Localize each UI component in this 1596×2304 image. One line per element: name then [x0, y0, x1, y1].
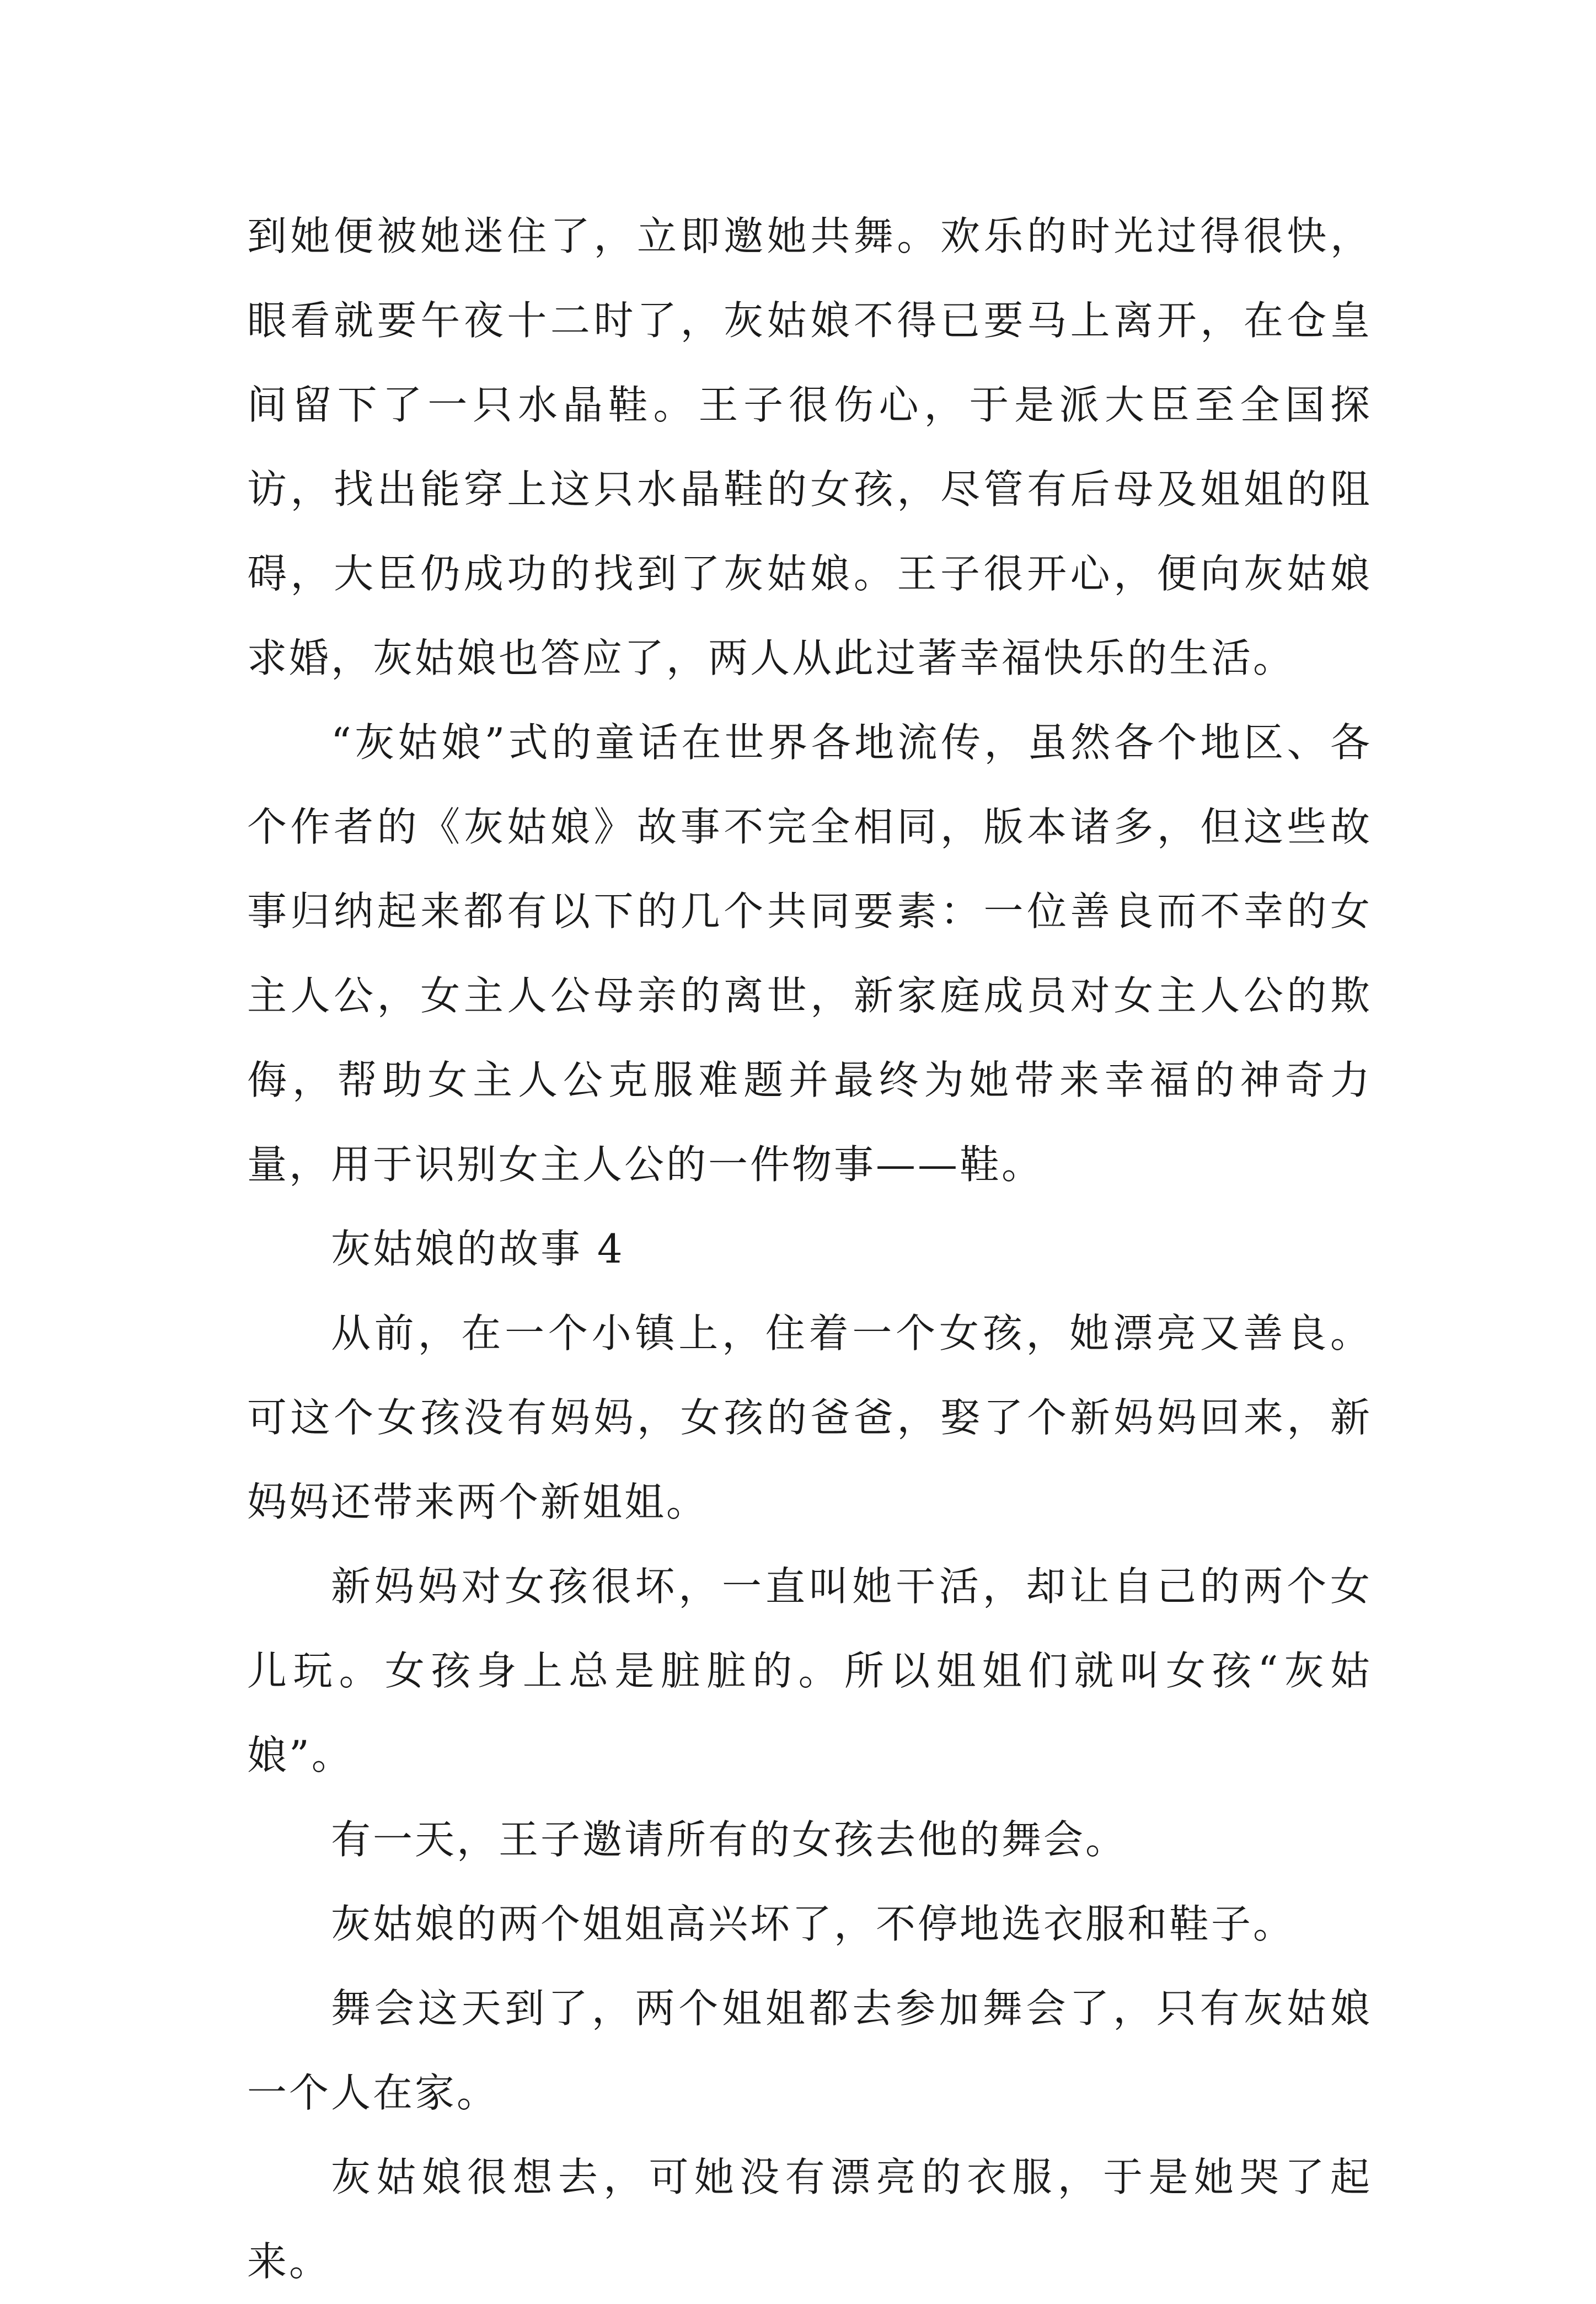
paragraph-sisters-preparing: 灰姑娘的两个姐姐高兴坏了，不停地选衣服和鞋子。 [331, 1901, 1295, 1947]
section-heading-story-4: 灰姑娘的故事 4 [331, 1226, 625, 1272]
paragraph-story-opening: 从前，在一个小镇上，住着一个女孩，她漂亮又善良。可这个女孩没有妈妈，女孩的爸爸，娶了个新妈妈回来，新妈妈还带来两个新姐姐。 [247, 1310, 1372, 1525]
paragraph-cinderella-elements: “灰姑娘”式的童话在世界各地流传，虽然各个地区、各个作者的《灰姑娘》故事不完全相同，版本诸多，但这些故事归纳起来都有以下的几个共同要素：一位善良而不幸的女主人公，女主人公母亲的离世，新家庭成员对女主人公的欺侮，帮助女主人公克服难题并最终为她带来幸福的神奇力量，用于识别女主人公的一件物事——鞋。 [247, 719, 1372, 1188]
paragraph-ball-day: 舞会这天到了，两个姐姐都去参加舞会了，只有灰姑娘一个人在家。 [247, 1985, 1372, 2116]
paragraph-cinderella-cries: 灰姑娘很想去，可她没有漂亮的衣服，于是她哭了起来。 [247, 2154, 1372, 2285]
paragraph-continued: 到她便被她迷住了，立即邀她共舞。欢乐的时光过得很快，眼看就要午夜十二时了，灰姑娘不得已要马上离开，在仓皇间留下了一只水晶鞋。王子很伤心，于是派大臣至全国探访，找出能穿上这只水晶鞋的女孩，尽管有后母及姐姐的阻碍，大臣仍成功的找到了灰姑娘。王子很开心，便向灰姑娘求婚，灰姑娘也答应了，两人从此过著幸福快乐的生活。 [247, 213, 1372, 681]
paragraph-stepmother: 新妈妈对女孩很坏，一直叫她干活，却让自己的两个女儿玩。女孩身上总是脏脏的。所以姐姐们就叫女孩“灰姑娘”。 [247, 1563, 1372, 1778]
document-body [247, 194, 1372, 2304]
paragraph-prince-invitation: 有一天，王子邀请所有的女孩去他的舞会。 [331, 1816, 1128, 1863]
